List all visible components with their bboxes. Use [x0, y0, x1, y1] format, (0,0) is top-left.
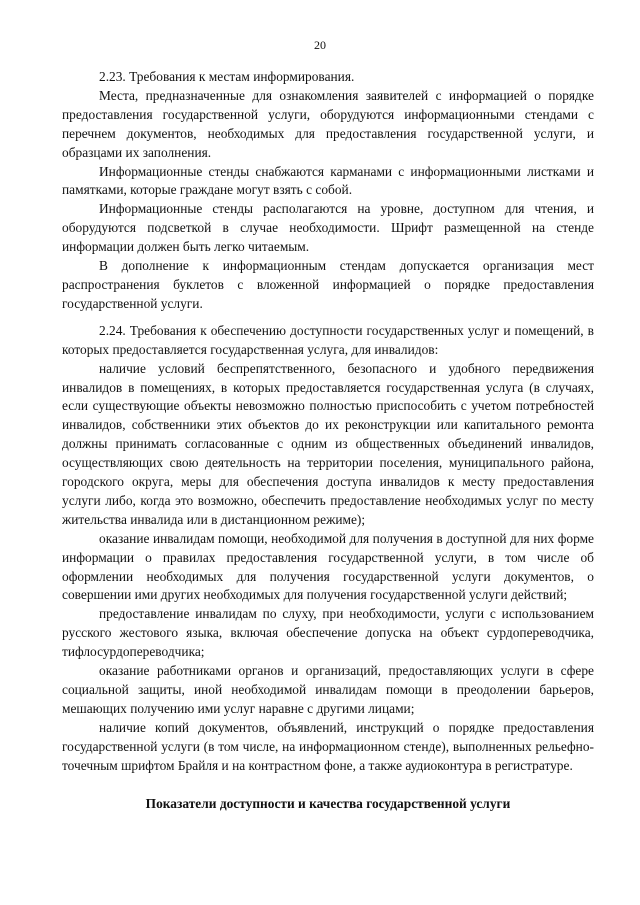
- paragraph-info-places: Места, предназначенные для ознакомления заявителей с информацией о порядке предоставления государственной услуги, оборудуются информационными стендами с перечнем документов, необходимых для предоставления государственной услуги, и образцами их заполнения.: [62, 87, 594, 160]
- document-body: [62, 68, 594, 813]
- paragraph-assistance: оказание инвалидам помощи, необходимой для получения в доступной для них форме информации о правилах предоставления государственной услуги, в том числе об оформлении необходимых для получения государственной услуги документов, о совершении ими других необходимых для получения государственной услуги действий;: [62, 530, 594, 603]
- paragraph-braille: наличие копий документов, объявлений, инструкций о порядке предоставления государственной услуги (в том числе, на информационном стенде), выполненных рельефно-точечным шрифтом Брайля и на контрастном фоне, а также аудиоконтура в регистратуре.: [62, 719, 594, 773]
- paragraph-barrier-free: наличие условий беспрепятственного, безопасного и удобного передвижения инвалидов в помещениях, в которых предоставляется государственная услуга (в случаях, если существующие объекты невозможно полностью приспособить с учетом потребностей инвалидов, собственники этих объектов до их реконструкции или капитального ремонта должны принимать согласованные с одним из общественных объединений инвалидов, осуществляющих свою деятельность на территории поселения, муниципального района, городского округа, меры для обеспечения доступа инвалидов к месту предоставления услуги либо, когда это возможно, обеспечить предоставление необходимых услуг по месту жительства инвалида или в дистанционном режиме);: [62, 360, 594, 527]
- paragraph-info-placement: Информационные стенды располагаются на уровне, доступном для чтения, и оборудуются подсветкой в случае необходимости. Шрифт размещенной на стенде информации должен быть легко читаемым.: [62, 201, 594, 255]
- paragraph-booklets: В дополнение к информационным стендам допускается организация мест распространения буклетов с вложенной информацией о порядке предоставления государственной услуги.: [62, 258, 594, 311]
- section-2-24-title: 2.24. Требования к обеспечению доступности государственных услуг и помещений, в которых предоставляется государственная услуга, для инвалидов:: [62, 322, 594, 357]
- paragraph-sign-language: предоставление инвалидам по слуху, при необходимости, услуги с использованием русского жестового языка, включая обеспечение допуска на объект сурдопереводчика, тифлосурдопереводчика;: [62, 606, 594, 660]
- section-2-23-title: 2.23. Требования к местам информирования.: [99, 69, 355, 84]
- paragraph-info-pockets: Информационные стенды снабжаются карманами с информационными листками и памятками, которые граждане могут взять с собой.: [62, 163, 594, 198]
- section-heading: Показатели доступности и качества государственной услуги: [145, 795, 511, 811]
- page-number: 20: [314, 38, 326, 52]
- paragraph-social-workers: оказание работниками органов и организаций, предоставляющих услуги в сфере социальной защиты, иной необходимой инвалидам помощи в преодолении барьеров, мешающих получению ими услуг наравне с другими лицами;: [62, 663, 594, 716]
